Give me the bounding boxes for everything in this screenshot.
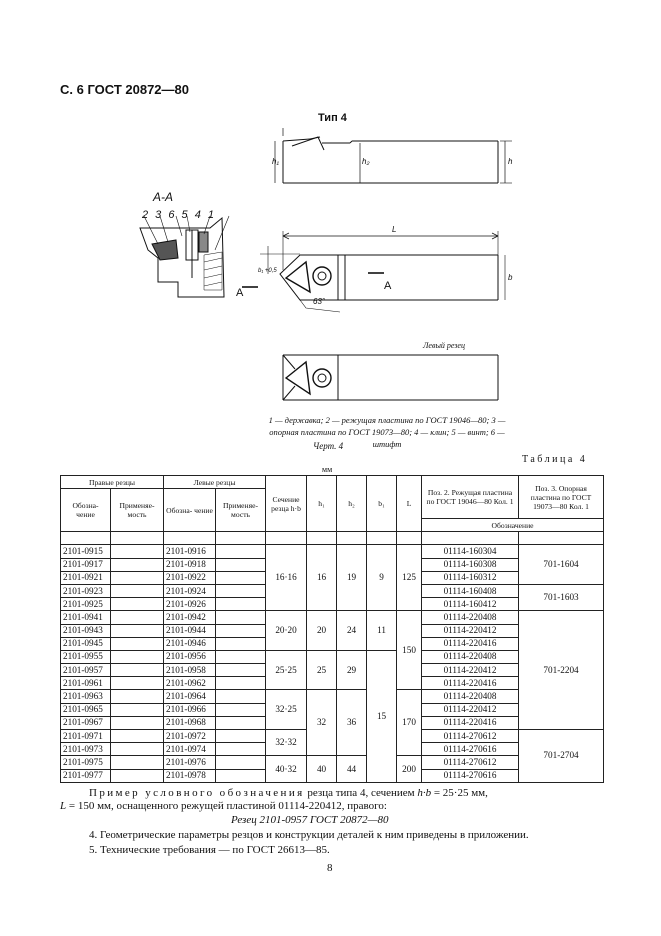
table-cell	[111, 677, 164, 690]
angle-label: 63°	[313, 297, 326, 306]
table-cell: 2101-0965	[61, 703, 111, 716]
table-cell: 01114-160304	[422, 545, 519, 558]
table-cell: 01114-220412	[422, 624, 519, 637]
table-cell: 2101-0964	[164, 690, 216, 703]
table-cell: 2101-0961	[61, 677, 111, 690]
table-cell: 2101-0962	[164, 677, 216, 690]
th-pos3: Поз. 3. Опорная пластина по ГОСТ 19073—80 Кол. 1	[519, 476, 604, 519]
table-cell: 2101-0926	[164, 598, 216, 611]
table-cell: 01114-220408	[422, 611, 519, 624]
table-cell: 44	[337, 756, 367, 782]
table-cell: 32·32	[266, 730, 307, 756]
section-label: А-А	[153, 190, 174, 204]
section-view	[140, 216, 229, 297]
th-h2: h₂	[337, 476, 367, 532]
th-right-designation: Обозна- чение	[61, 489, 111, 532]
th-left-designation: Обозна- чение	[164, 489, 216, 532]
table-cell: 01114-220416	[422, 637, 519, 650]
page-number: 8	[327, 862, 333, 874]
table-cell	[216, 532, 266, 545]
table-cell	[111, 769, 164, 782]
table-cell: 2101-0967	[61, 716, 111, 729]
table-cell	[61, 532, 111, 545]
th-left-applicability: Применяе- мость	[216, 489, 266, 532]
dim-b1-label: b₁ +0,5	[258, 268, 277, 274]
table-cell: 2101-0976	[164, 756, 216, 769]
th-pos2: Поз. 2. Режущая пластина по ГОСТ 19046—80 Кол. 1	[422, 476, 519, 519]
table-cell: 2101-0941	[61, 611, 111, 624]
dim-h-label: h	[508, 157, 513, 166]
table-cell	[111, 637, 164, 650]
table-cell	[111, 743, 164, 756]
page-header: С. 6 ГОСТ 20872—80	[60, 82, 189, 97]
cutters-table	[60, 475, 604, 783]
table-cell: 16	[307, 545, 337, 611]
th-right: Правые резцы	[61, 476, 164, 489]
table-cell: 01114-160312	[422, 571, 519, 584]
table-cell	[216, 743, 266, 756]
table-cell	[111, 716, 164, 729]
table-cell: 2101-0915	[61, 545, 111, 558]
table-cell	[216, 664, 266, 677]
table-cell	[111, 571, 164, 584]
table-cell: 01114-160412	[422, 598, 519, 611]
table-cell: 170	[397, 690, 422, 756]
table-cell	[216, 558, 266, 571]
side-view	[275, 128, 512, 183]
table-cell: 9	[367, 545, 397, 611]
table-cell	[216, 677, 266, 690]
table-cell	[216, 545, 266, 558]
table-row	[61, 545, 604, 558]
table-row	[61, 611, 604, 624]
th-right-applicability: Применяе- мость	[111, 489, 164, 532]
table-cell: 16·16	[266, 545, 307, 611]
table-cell	[216, 730, 266, 743]
table-cell	[367, 532, 397, 545]
table-cell	[111, 545, 164, 558]
table-cell	[216, 756, 266, 769]
table-cell: 01114-220408	[422, 690, 519, 703]
table-cell	[216, 637, 266, 650]
table-cell: 2101-0945	[61, 637, 111, 650]
paragraph-5: 5. Технические требования — по ГОСТ 26613—85.	[89, 844, 330, 856]
table-cell: 701-1603	[519, 584, 604, 610]
table-cell: 01114-270612	[422, 730, 519, 743]
table-cell: 2101-0977	[61, 769, 111, 782]
table-cell: 01114-220416	[422, 677, 519, 690]
table-cell: 2101-0946	[164, 637, 216, 650]
th-designation-sub: Обозначение	[422, 519, 604, 532]
table-cell: 2101-0923	[61, 584, 111, 597]
table-cell	[111, 703, 164, 716]
table-cell	[216, 584, 266, 597]
part-numbers: 2 3 6 5 4 1	[142, 209, 216, 221]
table-cell: 2101-0917	[61, 558, 111, 571]
table-cell: 2101-0971	[61, 730, 111, 743]
example-line-1: Пример условного обозначения резца типа 4, сечением h·b = 25·25 мм,	[89, 787, 488, 799]
table-cell	[397, 532, 422, 545]
table-cell: 2101-0944	[164, 624, 216, 637]
table-cell: 2101-0924	[164, 584, 216, 597]
table-cell: 2101-0963	[61, 690, 111, 703]
table-cell	[111, 598, 164, 611]
table-cell	[111, 558, 164, 571]
table-cell	[216, 598, 266, 611]
table-cell: 2101-0968	[164, 716, 216, 729]
table-cell	[422, 532, 519, 545]
table-cell: 2101-0973	[61, 743, 111, 756]
table-cell: 701-1604	[519, 545, 604, 585]
table-cell	[111, 730, 164, 743]
table-cell	[111, 690, 164, 703]
table-cell	[216, 690, 266, 703]
table-cell: 2101-0975	[61, 756, 111, 769]
top-view	[242, 231, 505, 312]
table-cell: 01114-220412	[422, 664, 519, 677]
table-cell	[216, 624, 266, 637]
table-cell	[216, 571, 266, 584]
table-cell: 01114-270616	[422, 743, 519, 756]
table-cell	[111, 650, 164, 663]
left-cutter-view	[283, 355, 498, 400]
table-cell	[111, 624, 164, 637]
arrow-label-left: A	[236, 287, 244, 299]
table-cell: 15	[367, 650, 397, 782]
table-cell: 36	[337, 690, 367, 756]
table-cell: 2101-0942	[164, 611, 216, 624]
table-cell	[111, 611, 164, 624]
figure-caption: Черт. 4	[313, 441, 344, 451]
figure-legend: 1 — державка; 2 — режущая пластина по ГОСТ 19046—80; 3 — опорная пластина по ГОСТ 19073—80; 4 — клин; 5 — винт; 6 — штифт	[268, 415, 506, 449]
arrow-label-right: A	[384, 280, 392, 292]
example-designation: Резец 2101-0957 ГОСТ 20872—80	[231, 814, 389, 826]
table-cell	[111, 584, 164, 597]
dim-h2-label: h₂	[362, 157, 370, 166]
table-cell: 701-2204	[519, 611, 604, 730]
th-b1: b₁	[367, 476, 397, 532]
table-cell: 40·32	[266, 756, 307, 782]
table-cell: 01114-270616	[422, 769, 519, 782]
table-cell: 2101-0956	[164, 650, 216, 663]
table-cell: 2101-0921	[61, 571, 111, 584]
table-cell: 20·20	[266, 611, 307, 651]
table-cell	[111, 532, 164, 545]
th-section: Сечение резца h·b	[266, 476, 307, 532]
table-cell	[216, 650, 266, 663]
dim-b-label: b	[508, 273, 513, 282]
table-cell	[216, 703, 266, 716]
paragraph-4: 4. Геометрические параметры резцов и конструкции деталей к ним приведены в приложении.	[89, 829, 529, 841]
table-cell: 2101-0978	[164, 769, 216, 782]
table-cell: 2101-0972	[164, 730, 216, 743]
example-line-2: L = 150 мм, оснащенного режущей пластиной 01114-220412, правого:	[60, 800, 387, 812]
table-cell	[337, 532, 367, 545]
table-cell: 2101-0966	[164, 703, 216, 716]
th-left: Левые резцы	[164, 476, 266, 489]
table-cell: 2101-0943	[61, 624, 111, 637]
left-cutter-label: Левый резец	[423, 341, 465, 350]
table-cell: 150	[397, 611, 422, 690]
table-cell: 2101-0958	[164, 664, 216, 677]
table-cell: 20	[307, 611, 337, 651]
table-cell: 29	[337, 650, 367, 690]
table-cell	[216, 716, 266, 729]
table-cell: 11	[367, 611, 397, 651]
table-cell	[519, 532, 604, 545]
table-cell: 01114-160308	[422, 558, 519, 571]
table-cell: 2101-0925	[61, 598, 111, 611]
table-cell: 2101-0957	[61, 664, 111, 677]
table-caption: Таблица 4	[522, 454, 588, 465]
th-h1: h₁	[307, 476, 337, 532]
table-cell: 701-2704	[519, 730, 604, 783]
table-cell	[111, 756, 164, 769]
table-cell	[164, 532, 216, 545]
table-cell	[266, 532, 307, 545]
dim-h1-label: h₁	[272, 157, 279, 166]
table-cell: 2101-0974	[164, 743, 216, 756]
table-cell: 19	[337, 545, 367, 611]
table-cell: 2101-0918	[164, 558, 216, 571]
technical-drawing	[0, 0, 661, 440]
table-cell: 2101-0922	[164, 571, 216, 584]
table-cell: 40	[307, 756, 337, 782]
table-cell: 24	[337, 611, 367, 651]
dim-L-label: L	[392, 225, 397, 234]
table-cell: 2101-0955	[61, 650, 111, 663]
table-cell: 01114-270612	[422, 756, 519, 769]
table-unit: мм	[322, 465, 333, 474]
table-cell: 32·25	[266, 690, 307, 730]
table-cell: 2101-0916	[164, 545, 216, 558]
table-cell: 200	[397, 756, 422, 782]
table-cell: 01114-220408	[422, 650, 519, 663]
table-cell: 32	[307, 690, 337, 756]
table-cell: 25	[307, 650, 337, 690]
table-cell	[216, 611, 266, 624]
table-cell	[307, 532, 337, 545]
table-cell: 125	[397, 545, 422, 611]
table-cell: 01114-160408	[422, 584, 519, 597]
table-cell	[111, 664, 164, 677]
table-cell: 25·25	[266, 650, 307, 690]
table-cell: 01114-220412	[422, 703, 519, 716]
table-cell	[216, 769, 266, 782]
th-L: L	[397, 476, 422, 532]
table-cell: 01114-220416	[422, 716, 519, 729]
figure-type-label: Тип 4	[318, 112, 347, 124]
